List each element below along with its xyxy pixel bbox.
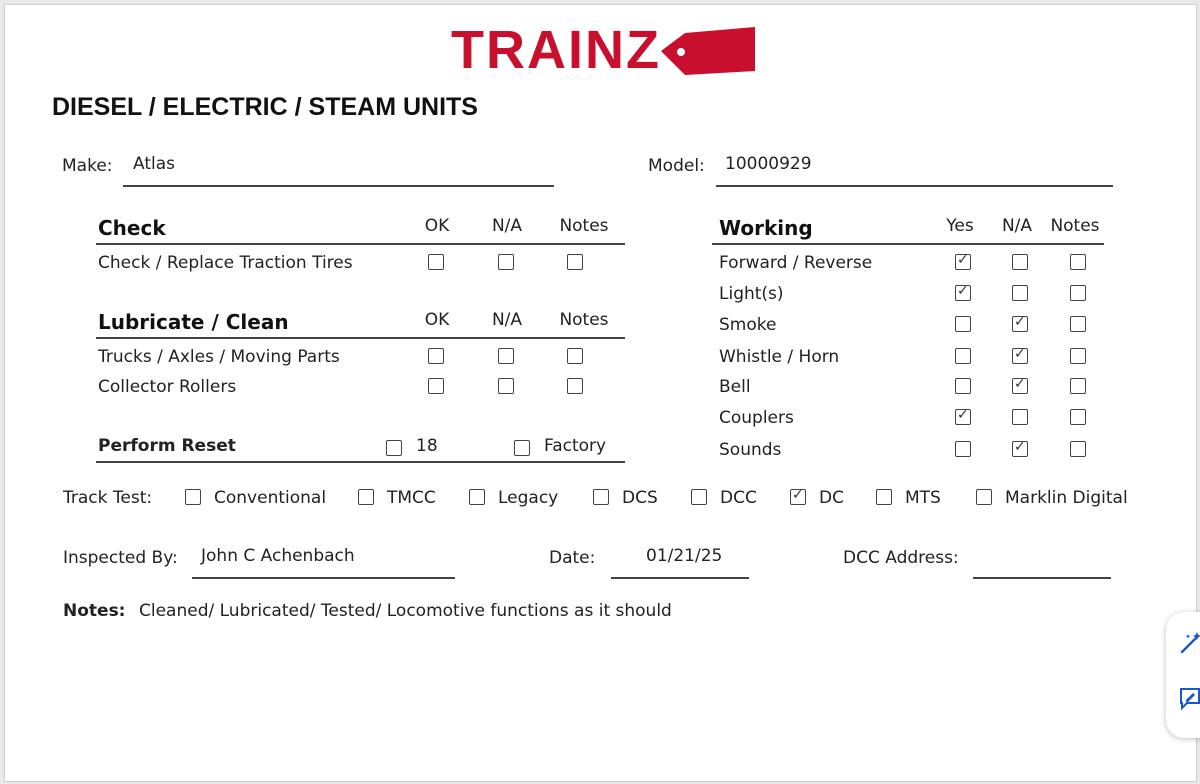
working-section-title: Working: [719, 216, 813, 240]
floating-tool-panel: [1166, 612, 1200, 738]
working-item-light-s: Light(s): [719, 284, 784, 304]
couplers-na-checkbox[interactable]: [1012, 409, 1028, 425]
reset-18-checkbox[interactable]: [386, 440, 402, 456]
check-section-title: Check: [98, 216, 166, 240]
bell-yes-checkbox[interactable]: [955, 378, 971, 394]
track-legacy-checkbox[interactable]: [469, 489, 485, 505]
working-item-bell: Bell: [719, 377, 751, 397]
rollers-ok-checkbox[interactable]: [428, 378, 444, 394]
working-item-smoke: Smoke: [719, 315, 777, 335]
couplers-yes-checkbox[interactable]: [955, 409, 971, 425]
traction-tires-na-checkbox[interactable]: [498, 254, 514, 270]
track-dcs-checkbox[interactable]: [593, 489, 609, 505]
smoke-notes-checkbox[interactable]: [1070, 316, 1086, 332]
working-col-notes: Notes: [1050, 216, 1100, 236]
working-item-forward-reverse: Forward / Reverse: [719, 253, 873, 273]
tag-icon: [659, 25, 759, 77]
date-label: Date:: [549, 548, 596, 568]
trucks-ok-checkbox[interactable]: [428, 348, 444, 364]
lubricate-item-collector-rollers: Collector Rollers: [98, 377, 237, 397]
bell-notes-checkbox[interactable]: [1070, 378, 1086, 394]
track-legacy-label: Legacy: [498, 488, 559, 508]
notes-label: Notes:: [63, 601, 126, 621]
working-item-couplers: Couplers: [719, 408, 794, 428]
track-marklin-digital-checkbox[interactable]: [976, 489, 992, 505]
logo-text: TRAINZ: [451, 20, 661, 80]
forward-reverse-notes-checkbox[interactable]: [1070, 254, 1086, 270]
rollers-notes-checkbox[interactable]: [567, 378, 583, 394]
document-title: DIESEL / ELECTRIC / STEAM UNITS: [52, 93, 478, 121]
date-field[interactable]: 01/21/25: [646, 546, 723, 566]
track-dcc-label: DCC: [720, 488, 757, 508]
reset-18-label: 18: [416, 436, 438, 456]
check-col-na: N/A: [491, 216, 523, 236]
bell-na-checkbox[interactable]: [1012, 378, 1028, 394]
track-dcs-label: DCS: [622, 488, 658, 508]
check-col-ok: OK: [424, 216, 450, 236]
reset-factory-checkbox[interactable]: [514, 440, 530, 456]
check-col-notes: Notes: [559, 216, 609, 236]
sounds-na-checkbox[interactable]: [1012, 441, 1028, 457]
trainz-logo: [451, 17, 761, 83]
date-underline: [611, 577, 749, 579]
whistle-horn-notes-checkbox[interactable]: [1070, 348, 1086, 364]
lubricate-section-title: Lubricate / Clean: [98, 310, 289, 334]
couplers-notes-checkbox[interactable]: [1070, 409, 1086, 425]
working-rule: [712, 243, 1104, 245]
form-page: [4, 4, 1197, 782]
track-tmcc-checkbox[interactable]: [358, 489, 374, 505]
comment-edit-icon[interactable]: [1178, 686, 1200, 712]
lubricate-col-ok: OK: [424, 310, 450, 330]
track-mts-label: MTS: [905, 488, 941, 508]
light-s-notes-checkbox[interactable]: [1070, 285, 1086, 301]
lubricate-col-notes: Notes: [559, 310, 609, 330]
lubricate-col-na: N/A: [491, 310, 523, 330]
track-conventional-checkbox[interactable]: [185, 489, 201, 505]
working-col-na: N/A: [1001, 216, 1033, 236]
model-field[interactable]: 10000929: [725, 154, 812, 174]
sounds-notes-checkbox[interactable]: [1070, 441, 1086, 457]
track-tmcc-label: TMCC: [387, 488, 436, 508]
sounds-yes-checkbox[interactable]: [955, 441, 971, 457]
ai-edit-icon[interactable]: [1178, 630, 1200, 656]
track-conventional-label: Conventional: [214, 488, 327, 508]
traction-tires-notes-checkbox[interactable]: [567, 254, 583, 270]
inspected-by-label: Inspected By:: [63, 548, 178, 568]
model-label: Model:: [648, 156, 705, 176]
make-underline: [123, 185, 554, 187]
light-s-yes-checkbox[interactable]: [955, 285, 971, 301]
track-dcc-checkbox[interactable]: [691, 489, 707, 505]
perform-reset-label: Perform Reset: [98, 436, 236, 456]
check-item-traction-tires: Check / Replace Traction Tires: [98, 253, 353, 273]
dcc-address-label: DCC Address:: [843, 548, 959, 568]
track-dc-label: DC: [819, 488, 844, 508]
rollers-na-checkbox[interactable]: [498, 378, 514, 394]
whistle-horn-yes-checkbox[interactable]: [955, 348, 971, 364]
notes-text[interactable]: Cleaned/ Lubricated/ Tested/ Locomotive functions as it should: [139, 601, 672, 621]
inspected-by-underline: [192, 577, 455, 579]
reset-rule: [96, 461, 625, 463]
trucks-notes-checkbox[interactable]: [567, 348, 583, 364]
trucks-na-checkbox[interactable]: [498, 348, 514, 364]
track-test-label: Track Test:: [63, 488, 153, 508]
working-col-yes: Yes: [946, 216, 974, 236]
model-underline: [716, 185, 1113, 187]
reset-factory-label: Factory: [544, 436, 607, 456]
dcc-address-underline: [973, 577, 1111, 579]
track-mts-checkbox[interactable]: [876, 489, 892, 505]
track-dc-checkbox[interactable]: [790, 489, 806, 505]
smoke-na-checkbox[interactable]: [1012, 316, 1028, 332]
forward-reverse-na-checkbox[interactable]: [1012, 254, 1028, 270]
inspected-by-field[interactable]: John C Achenbach: [201, 546, 355, 566]
whistle-horn-na-checkbox[interactable]: [1012, 348, 1028, 364]
working-item-sounds: Sounds: [719, 440, 782, 460]
smoke-yes-checkbox[interactable]: [955, 316, 971, 332]
lubricate-rule: [96, 337, 625, 339]
lubricate-item-trucks: Trucks / Axles / Moving Parts: [98, 347, 340, 367]
track-marklin-digital-label: Marklin Digital: [1005, 488, 1128, 508]
light-s-na-checkbox[interactable]: [1012, 285, 1028, 301]
make-label: Make:: [62, 156, 113, 176]
traction-tires-ok-checkbox[interactable]: [428, 254, 444, 270]
check-rule: [96, 243, 625, 245]
make-field[interactable]: Atlas: [133, 154, 175, 174]
forward-reverse-yes-checkbox[interactable]: [955, 254, 971, 270]
working-item-whistle-horn: Whistle / Horn: [719, 347, 840, 367]
